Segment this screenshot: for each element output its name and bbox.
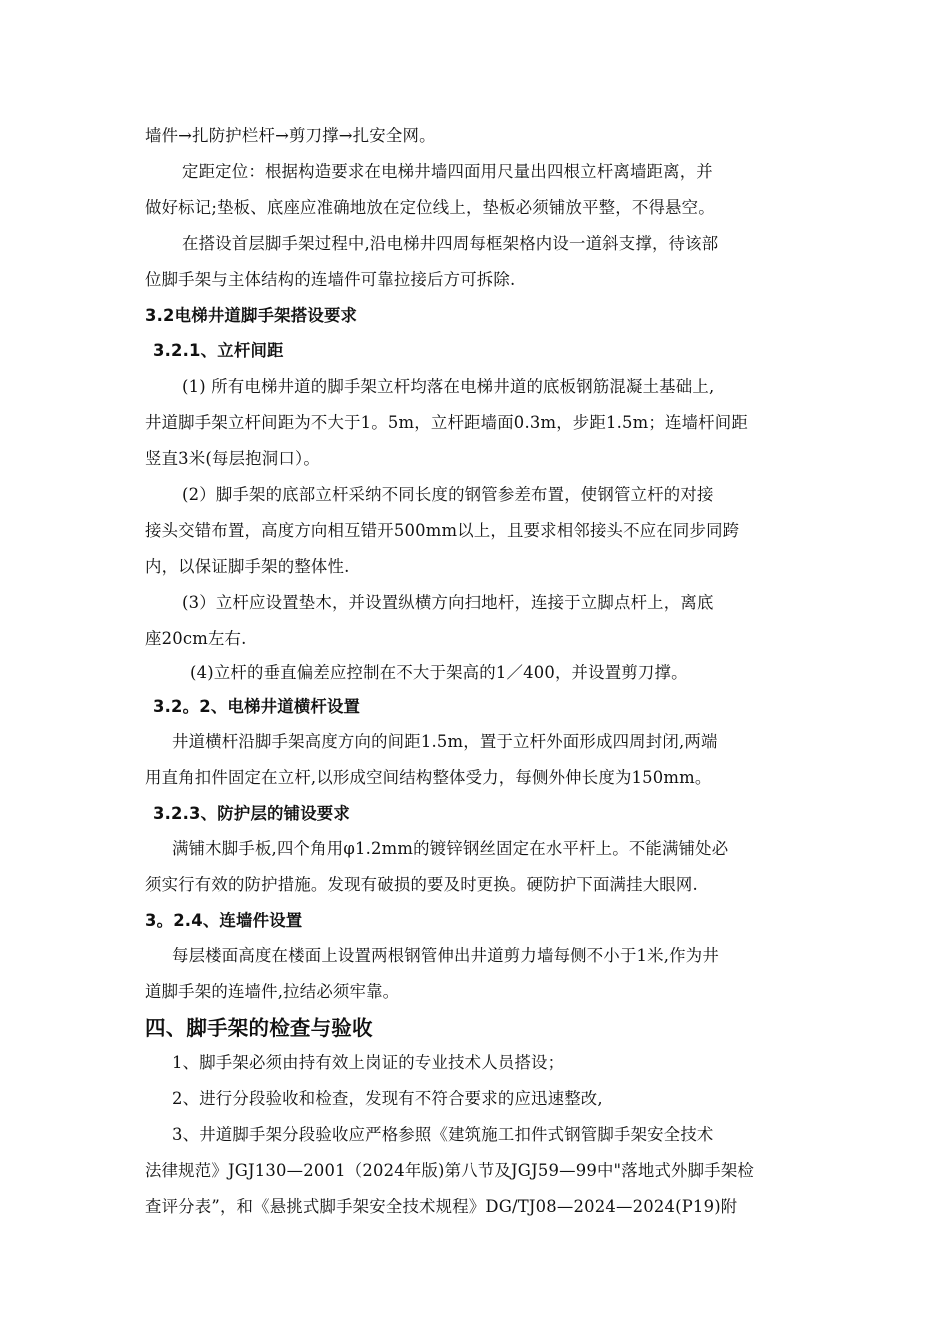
text-line: (2）脚手架的底部立杆采纳不同长度的钢管参差布置，使钢管立杆的对接 (182, 485, 714, 504)
text-line: 须实行有效的防护措施。发现有破损的要及时更换。硬防护下面满挂大眼网. (145, 875, 698, 894)
text-line: (4)立杆的垂直偏差应控制在不大于架高的1／400，并设置剪刀撑。 (190, 663, 688, 682)
text-line: 竖直3米(每层抱洞口）。 (145, 449, 320, 468)
list-item: 2、进行分段验收和检查，发现有不符合要求的应迅速整改, (172, 1089, 603, 1108)
text-line: 法律规范》JGJ130—2001（2024年版)第八节及JGJ59—99中"落地式外脚手架检 (145, 1161, 755, 1180)
list-item: 3、井道脚手架分段验收应严格参照《建筑施工扣件式钢管脚手架安全技术 (172, 1125, 714, 1144)
text-line: 墙件→扎防护栏杆→剪刀撑→扎安全网。 (145, 126, 436, 145)
subsection-heading: 3.2。2、电梯井道横杆设置 (153, 697, 361, 716)
text-line: 位脚手架与主体结构的连墙件可靠拉接后方可拆除. (145, 270, 516, 289)
text-line: 定距定位：根据构造要求在电梯井墙四面用尺量出四根立杆离墙距离，并 (182, 162, 713, 181)
text-line: (1) 所有电梯井道的脚手架立杆均落在电梯井道的底板钢筋混凝土基础上, (182, 377, 715, 396)
list-item: 1、脚手架必须由持有效上岗证的专业技术人员搭设； (172, 1053, 565, 1072)
text-line: 在搭设首层脚手架过程中,沿电梯井四周每框架格内设一道斜支撑，待该部 (182, 234, 719, 253)
text-line: 内，以保证脚手架的整体性. (145, 557, 350, 576)
text-line: 查评分表”，和《悬挑式脚手架安全技术规程》DG/TJ08—2024—2024(P19)附 (145, 1197, 738, 1216)
text-line: 每层楼面高度在楼面上设置两根钢管伸出井道剪力墙每侧不小于1米,作为井 (172, 946, 719, 965)
text-line: 用直角扣件固定在立杆,以形成空间结构整体受力，每侧外伸长度为150mm。 (145, 768, 712, 787)
section-heading: 3.2电梯井道脚手架搭设要求 (145, 306, 358, 325)
subsection-heading: 3。2.4、连墙件设置 (145, 911, 303, 930)
subsection-heading: 3.2.3、防护层的铺设要求 (153, 804, 350, 823)
text-line: 做好标记;垫板、底座应准确地放在定位线上，垫板必须铺放平整，不得悬空。 (145, 198, 715, 217)
subsection-heading: 3.2.1、立杆间距 (153, 341, 284, 360)
text-line: 井道脚手架立杆间距为不大于1。5m，立杆距墙面0.3m，步距1.5m；连墙杆间距 (145, 413, 748, 432)
chapter-heading: 四、脚手架的检查与验收 (145, 1016, 373, 1040)
text-line: 座20cm左右. (145, 629, 247, 648)
text-line: 道脚手架的连墙件,拉结必须牢靠。 (145, 982, 400, 1001)
text-line: 井道横杆沿脚手架高度方向的间距1.5m，置于立杆外面形成四周封闭,两端 (172, 732, 718, 751)
text-line: 接头交错布置，高度方向相互错开500mm以上，且要求相邻接头不应在同步同跨 (145, 521, 740, 540)
text-line: (3）立杆应设置垫木，并设置纵横方向扫地杆，连接于立脚点杆上，离底 (182, 593, 714, 612)
text-line: 满铺木脚手板,四个角用φ1.2mm的镀锌钢丝固定在水平杆上。不能满铺处必 (172, 839, 729, 858)
